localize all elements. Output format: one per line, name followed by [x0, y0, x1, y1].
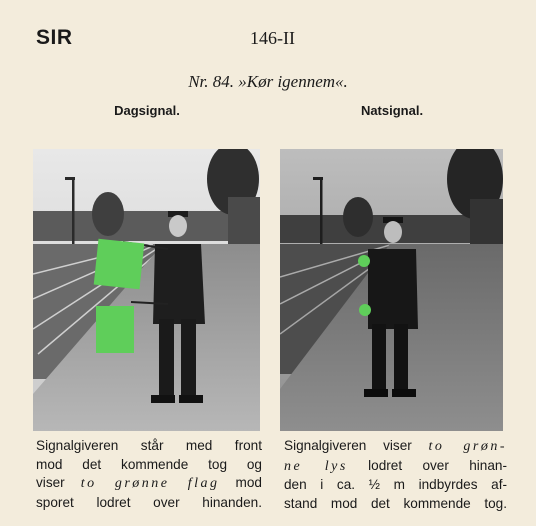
day-signal-caption [36, 437, 262, 512]
day-signal-photo [33, 149, 260, 431]
caption-text: stand mod det kommende tog. [284, 495, 507, 511]
caption-text: mod [219, 475, 262, 490]
emphasized-text: ne lys [284, 458, 348, 474]
lower-green-flag [96, 306, 134, 353]
night-signal-caption [284, 437, 507, 513]
upper-green-light [358, 255, 370, 267]
lower-green-light [359, 304, 371, 316]
caption-line [284, 476, 507, 495]
caption-text: lodret over hinan- [347, 457, 507, 473]
caption-line [284, 495, 507, 514]
caption-line [36, 494, 262, 513]
caption-line [36, 456, 262, 475]
caption-text: sporet lodret over hinanden. [36, 494, 262, 510]
upper-green-flag [94, 239, 145, 290]
caption-line [36, 474, 262, 494]
night-signal-photo [280, 149, 503, 431]
section-label: SIR [36, 26, 73, 49]
caption-text: viser [36, 475, 81, 490]
signal-title: Nr. 84. »Kør igennem«. [188, 72, 348, 91]
caption-line [36, 437, 262, 456]
page-number: 146-II [250, 28, 295, 48]
caption-line [284, 437, 507, 457]
emphasized-text: to grøn- [428, 439, 507, 454]
caption-text: den i ca. ½ m indbyrdes af- [284, 477, 507, 492]
caption-text: Signalgiveren viser [284, 438, 429, 453]
emphasized-text: to grønne flag [80, 476, 220, 491]
day-signal-heading: Dagsignal. [114, 103, 180, 118]
caption-text: mod det kommende tog og [36, 456, 262, 472]
caption-line [284, 457, 507, 477]
caption-text: Signalgiveren står med front [36, 438, 262, 453]
night-signal-heading: Natsignal. [360, 103, 424, 118]
